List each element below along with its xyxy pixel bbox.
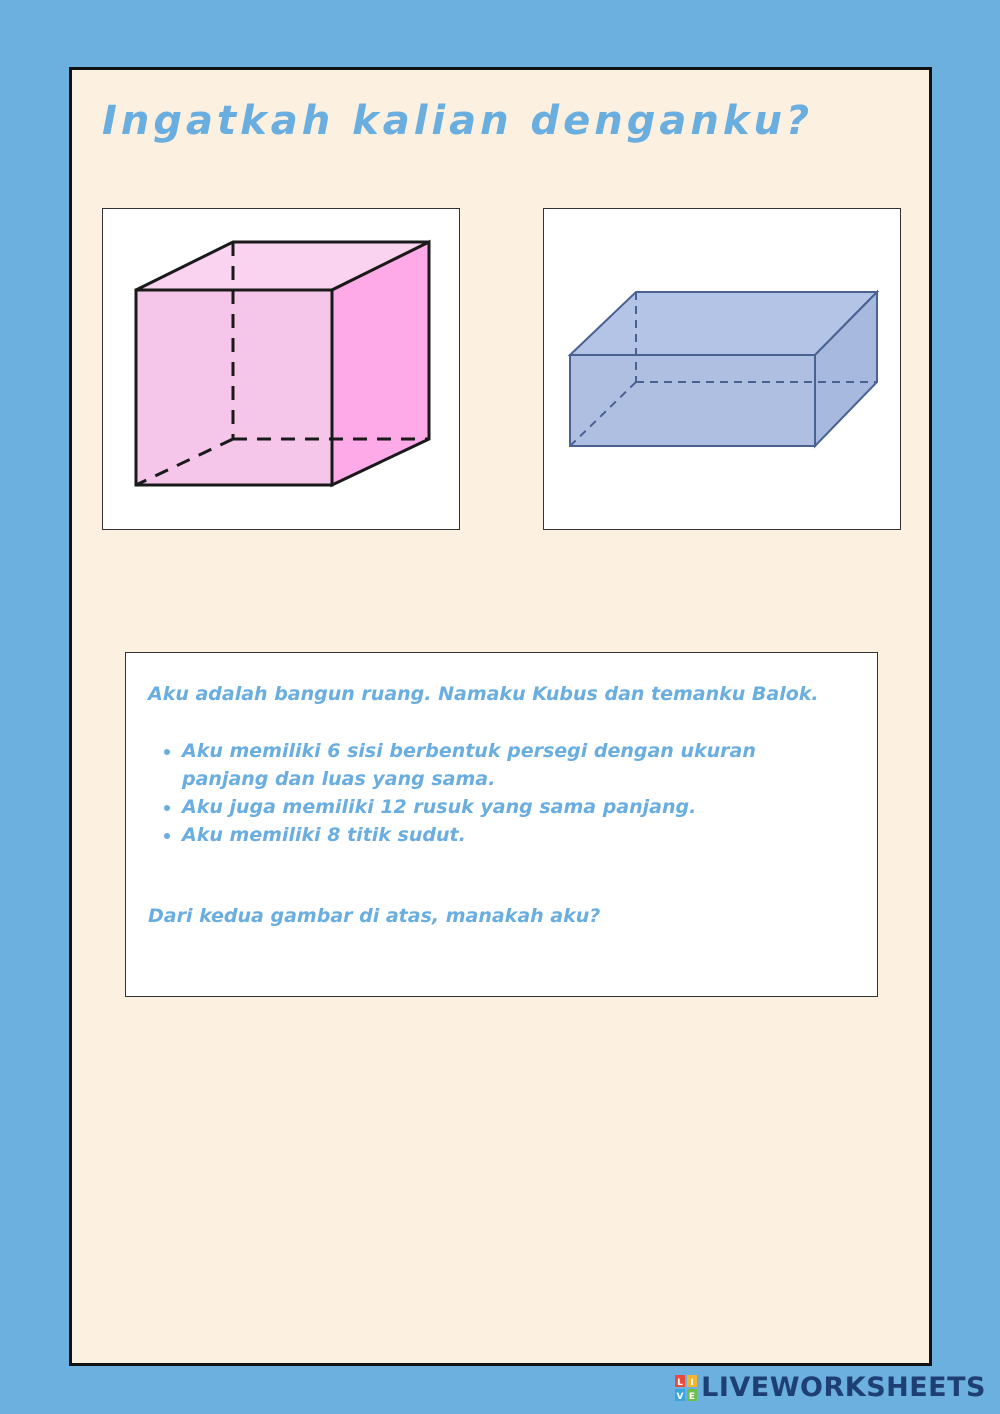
worksheet-page bbox=[69, 67, 932, 1366]
worksheet-title: Ingatkah kalian denganku? bbox=[102, 98, 814, 144]
fact-item: • Aku memiliki 8 titik sudut. bbox=[182, 821, 822, 849]
cuboid-image bbox=[544, 209, 900, 529]
svg-text:V: V bbox=[676, 1391, 684, 1401]
cuboid-image-box[interactable] bbox=[543, 208, 901, 530]
svg-text:L: L bbox=[677, 1377, 684, 1388]
liveworksheets-brand: LIVEWORKSHEETS bbox=[701, 1372, 986, 1403]
liveworksheets-footer bbox=[675, 1372, 986, 1403]
fact-item: • Aku memiliki 6 sisi berbentuk persegi dengan ukuran panjang dan luas yang sama. bbox=[182, 737, 822, 793]
cube-image bbox=[103, 209, 459, 529]
cube-image-box[interactable] bbox=[102, 208, 460, 530]
facts-list bbox=[148, 737, 822, 849]
fact-item: • Aku juga memiliki 12 rusuk yang sama panjang. bbox=[182, 793, 822, 821]
intro-text: Aku adalah bangun ruang. Namaku Kubus dan temanku Balok. bbox=[148, 683, 819, 705]
liveworksheets-logo-icon bbox=[675, 1375, 697, 1401]
svg-text:I: I bbox=[690, 1377, 694, 1388]
question-text: Dari kedua gambar di atas, manakah aku? bbox=[148, 905, 601, 927]
svg-text:E: E bbox=[689, 1391, 696, 1401]
riddle-text-box bbox=[125, 652, 878, 997]
